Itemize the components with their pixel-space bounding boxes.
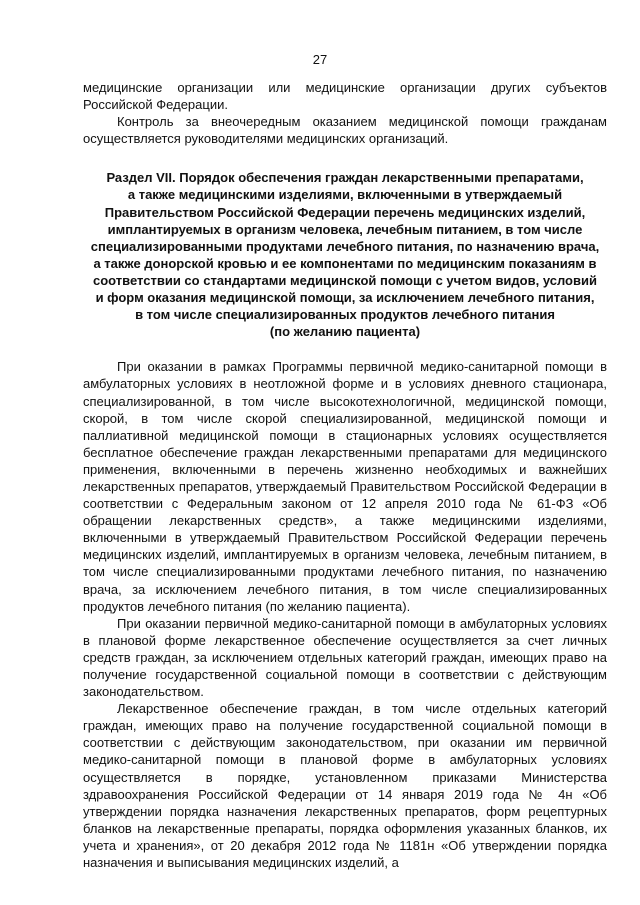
section-heading xyxy=(83,169,607,340)
section-heading-line: в том числе специализированных продуктов лечебного питания xyxy=(135,307,555,323)
intro-paragraph-control: Контроль за внеочередным оказанием медицинской помощи гражданам осуществляется руководителями медицинских организаций. xyxy=(83,114,607,147)
section-heading-line: Раздел VII. Порядок обеспечения граждан лекарственными препаратами, xyxy=(106,170,584,186)
section-heading-line: а также донорской кровью и ее компонентами по медицинским показаниям в xyxy=(93,255,597,271)
section-heading-line: специализированными продуктами лечебного питания, по назначению врача, xyxy=(90,238,600,254)
section-heading-line: а также медицинскими изделиями, включенными в утверждаемый xyxy=(127,187,563,203)
body-paragraph: При оказании в рамках Программы первичной медико-санитарной помощи в амбулаторных условиях в неотложной форме и в условиях дневного стационара, специализированной, в том числе высокотехнологичной, медицинской помощи, скорой, в том числе скорой специализированной, медицинской помощи и паллиативной медицинской помощи в стационарных условиях осуществляется бесплатное обеспечение граждан лекарственными препаратами для медицинского применения, включенными в перечень жизненно необходимых и важнейших лекарственных препаратов, утверждаемый Правительством Российской Федерации в соответствии с Федеральным законом от 12 апреля 2010 года № 61-ФЗ «Об обращении лекарственных средств», а также медицинскими изделиями, включенными в утверждаемый Правительством Российской Федерации перечень медицинских изделий, имплантируемых в организм человека, лечебным питанием, в том числе специализированными продуктами лечебного питания, по назначению врача, за исключением лечебного питания, в том числе специализированных продуктов лечебного питания (по желанию пациента). xyxy=(83,359,607,614)
body-paragraph: Лекарственное обеспечение граждан, в том числе отдельных категорий граждан, имеющих право на получение государственной социальной помощи в соответствии с действующим законодательством, при оказании им первичной медико-санитарной помощи в плановой форме в амбулаторных условиях осуществляется в порядке, установленном приказами Министерства здравоохранения Российской Федерации от 14 января 2019 года № 4н «Об утверждении порядка назначения лекарственных препаратов, форм рецептурных бланков на лекарственные препараты, порядка оформления указанных бланков, их учета и хранения», от 20 декабря 2012 года № 1181н «Об утверждении порядка назначения и выписывания медицинских изделий, а xyxy=(83,701,607,871)
section-heading-line: Правительством Российской Федерации перечень медицинских изделий, xyxy=(104,204,586,220)
body-paragraph: При оказании первичной медико-санитарной помощи в амбулаторных условиях в плановой форме лекарственное обеспечение осуществляется за счет личных средств граждан, за исключением отдельных категорий граждан, имеющих право на получение государственной социальной помощи в соответствии с действующим законодательством. xyxy=(83,615,607,700)
page-number: 27 xyxy=(312,52,328,67)
section-heading-line: и форм оказания медицинской помощи, за исключением лечебного питания, xyxy=(95,290,595,306)
intro-paragraph-continuation: медицинские организации или медицинские организации других субъектов Российской Федерации. xyxy=(83,80,607,113)
section-heading-line: соответствии со стандартами медицинской помощи с учетом видов, условий xyxy=(93,272,597,288)
page-content xyxy=(83,79,607,871)
section-heading-line: имплантируемых в организм человека, лечебным питанием, в том числе xyxy=(107,221,583,237)
section-heading-line: (по желанию пациента) xyxy=(269,324,421,340)
